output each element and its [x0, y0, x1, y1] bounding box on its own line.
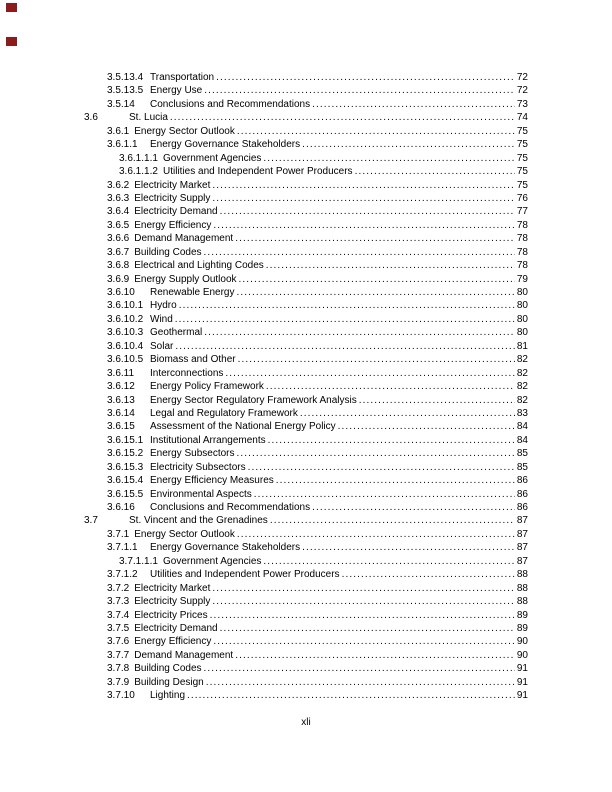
toc-entry-page: 88	[516, 582, 528, 594]
toc-entry-number: 3.6.15.5	[107, 488, 144, 500]
toc-entry-number: 3.7.4	[107, 609, 130, 621]
dot-leader	[302, 138, 515, 151]
toc-entry-page: 89	[516, 622, 528, 634]
toc-entry-number: 3.7.8	[107, 663, 130, 675]
page-number-footer: xli	[301, 717, 311, 728]
toc-entry[interactable]	[84, 541, 528, 554]
toc-entry-page: 82	[516, 354, 528, 366]
toc-entry-page: 89	[516, 609, 528, 621]
toc-entry-title: Government Agencies	[163, 555, 262, 567]
toc-entry-title: Wind	[150, 313, 173, 325]
toc-entry-title: Biomass and Other	[150, 354, 236, 366]
toc-entry[interactable]	[84, 152, 528, 165]
toc-entry-page: 91	[516, 663, 528, 675]
toc-entry-page: 82	[516, 381, 528, 393]
toc-entry-title: Building Codes	[134, 663, 202, 675]
dot-leader	[216, 71, 515, 84]
toc-entry-title: Energy Governance Stakeholders	[150, 542, 301, 554]
toc-entry-page: 79	[516, 273, 528, 285]
toc-entry[interactable]	[84, 474, 528, 487]
toc-entry-title: Energy Sector Regulatory Framework Analysis	[150, 394, 357, 406]
toc-entry-number: 3.7	[84, 515, 98, 527]
dot-leader	[170, 111, 515, 124]
dot-leader	[179, 299, 515, 312]
toc-entry[interactable]	[84, 689, 528, 702]
toc-entry-title: Demand Management	[134, 233, 234, 245]
dot-leader	[204, 326, 515, 339]
toc-entry-number: 3.6.10.3	[107, 327, 144, 339]
toc-entry[interactable]	[84, 609, 528, 622]
toc-entry-number: 3.6.1	[107, 125, 130, 137]
toc-entry-title: Institutional Arrangements	[150, 434, 266, 446]
toc-entry-page: 72	[516, 72, 528, 83]
toc-entry-title: Electricity Supply	[134, 596, 211, 608]
toc-entry-title: Electricity Subsectors	[150, 461, 246, 473]
toc-entry-title: Energy Efficiency	[134, 636, 212, 648]
toc-entry-title: Energy Sector Outlook	[134, 125, 235, 137]
toc-entry[interactable]	[84, 635, 528, 648]
toc-entry-title: Interconnections	[150, 367, 224, 379]
toc-entry-title: Energy Use	[150, 85, 203, 97]
toc-entry-page: 75	[516, 179, 528, 191]
toc-entry-page: 76	[516, 192, 528, 204]
toc-entry-page: 90	[516, 636, 528, 648]
toc-entry[interactable]	[84, 179, 528, 192]
toc-entry-page: 78	[516, 246, 528, 258]
toc-entry-number: 3.6.7	[107, 246, 130, 258]
dot-leader	[175, 340, 515, 353]
toc-entry-title: St. Vincent and the Grenadines	[129, 515, 268, 527]
toc-entry[interactable]	[84, 420, 528, 433]
dot-leader	[204, 662, 515, 675]
dot-leader	[268, 434, 515, 447]
dot-leader	[212, 179, 515, 192]
toc-entry-page: 81	[516, 340, 528, 352]
toc-entry-number: 3.6.9	[107, 273, 130, 285]
dot-leader	[276, 474, 515, 487]
toc-entry-number: 3.6.15.4	[107, 475, 144, 487]
toc-entry-title: Building Codes	[134, 246, 202, 258]
toc-entry[interactable]	[84, 286, 528, 299]
toc-entry-number: 3.7.9	[107, 676, 130, 688]
toc-entry-page: 75	[516, 166, 528, 178]
dot-leader	[210, 609, 515, 622]
dot-leader	[238, 353, 515, 366]
dot-leader	[355, 165, 515, 178]
toc-entry-page: 86	[516, 502, 528, 513]
toc-entry-title: Environmental Aspects	[150, 488, 252, 500]
toc-entry-title: Energy Subsectors	[150, 448, 235, 460]
toc-entry[interactable]	[84, 299, 528, 312]
toc-entry[interactable]	[84, 622, 528, 635]
toc-entry[interactable]	[84, 138, 528, 151]
toc-entry-title: Building Design	[134, 676, 204, 688]
toc-entry[interactable]	[84, 273, 528, 286]
toc-entry-number: 3.6.10.5	[107, 354, 144, 366]
dot-leader	[204, 84, 515, 97]
toc-entry-title: Geothermal	[150, 327, 203, 339]
dot-leader	[359, 394, 515, 407]
toc-entry-number: 3.7.1.1	[107, 542, 138, 554]
dot-leader	[270, 514, 515, 527]
toc-entry-page: 87	[516, 542, 528, 554]
toc-entry-page: 85	[516, 461, 528, 473]
toc-entry-page: 85	[516, 448, 528, 460]
toc-entry-page: 87	[516, 555, 528, 567]
toc-entry-number: 3.7.10	[107, 690, 135, 702]
toc-entry-number: 3.6.15.1	[107, 434, 144, 446]
toc-entry-number: 3.6.10.2	[107, 313, 144, 325]
toc-entry-number: 3.7.6	[107, 636, 130, 648]
dot-leader	[237, 447, 515, 460]
toc-entry-number: 3.6.6	[107, 233, 130, 245]
toc-entry-number: 3.7.3	[107, 596, 130, 608]
toc-entry-title: Government Agencies	[163, 152, 262, 164]
toc-entry-number: 3.5.13.5	[107, 85, 144, 97]
dot-leader	[206, 676, 515, 689]
dot-leader	[225, 367, 514, 380]
toc-entry-number: 3.6.5	[107, 219, 130, 231]
dot-leader	[220, 622, 515, 635]
toc-entry-number: 3.6.10.1	[107, 300, 144, 312]
toc-entry[interactable]	[84, 326, 528, 339]
toc-entry-title: Electricity Market	[134, 582, 211, 594]
dot-leader	[213, 635, 515, 648]
dot-leader	[312, 98, 515, 111]
toc-entry[interactable]	[84, 555, 528, 568]
toc-entry[interactable]	[84, 246, 528, 259]
toc-entry[interactable]	[84, 205, 528, 218]
toc-entry[interactable]	[84, 434, 528, 447]
dot-leader	[175, 313, 515, 326]
toc-entry-number: 3.6.1.1	[107, 139, 138, 151]
toc-entry[interactable]	[84, 568, 528, 581]
dot-leader	[220, 205, 515, 218]
toc-entry-page: 78	[516, 233, 528, 245]
toc-entry-title: Assessment of the National Energy Policy	[150, 421, 336, 433]
toc-entry-title: Lighting	[150, 690, 186, 702]
toc-entry-title: Electricity Demand	[134, 622, 218, 634]
dot-leader	[338, 420, 515, 433]
toc-entry-number: 3.7.2	[107, 582, 130, 594]
toc-entry-title: Energy Efficiency Measures	[150, 475, 274, 487]
dot-leader	[254, 488, 515, 501]
dot-leader	[237, 528, 515, 541]
dot-leader	[237, 286, 515, 299]
toc-entry-number: 3.6.12	[107, 381, 135, 393]
toc-entry[interactable]	[84, 192, 528, 205]
toc-entry-title: Utilities and Independent Power Producers	[163, 166, 353, 178]
toc-entry[interactable]	[84, 71, 528, 84]
dot-leader	[263, 152, 514, 165]
toc-entry-number: 3.6	[84, 112, 98, 124]
toc-entry-number: 3.6.3	[107, 192, 130, 204]
toc-entry-page: 80	[516, 300, 528, 312]
toc-entry-number: 3.5.13.4	[107, 72, 144, 83]
toc-entry-title: Energy Supply Outlook	[134, 273, 237, 285]
toc-entry-number: 3.6.1.1.2	[119, 166, 158, 178]
toc-entry-page: 91	[516, 676, 528, 688]
toc-entry-title: Transportation	[150, 72, 215, 83]
toc-entry-page: 86	[516, 475, 528, 487]
toc-entry-page: 74	[516, 112, 528, 124]
toc-entry[interactable]	[84, 125, 528, 138]
toc-entry-title: St. Lucia	[129, 112, 168, 124]
dot-leader	[239, 273, 515, 286]
dot-leader	[342, 568, 515, 581]
toc-entry[interactable]	[84, 380, 528, 393]
toc-entry-page: 77	[516, 206, 528, 218]
toc-entry-page: 72	[516, 85, 528, 97]
toc-entry[interactable]	[84, 84, 528, 97]
toc-entry-number: 3.7.5	[107, 622, 130, 634]
toc-entry[interactable]	[84, 488, 528, 501]
dot-leader	[312, 501, 515, 514]
toc-entry-page: 82	[516, 394, 528, 406]
toc-entry-number: 3.7.1.1.1	[119, 555, 158, 567]
toc-entry[interactable]	[84, 582, 528, 595]
toc-list	[84, 71, 528, 703]
toc-entry[interactable]	[84, 528, 528, 541]
toc-entry-title: Electrical and Lighting Codes	[134, 260, 264, 272]
dot-leader	[235, 232, 515, 245]
toc-entry-page: 91	[516, 690, 528, 702]
toc-entry-page: 78	[516, 219, 528, 231]
toc-entry-title: Energy Governance Stakeholders	[150, 139, 301, 151]
toc-entry-title: Conclusions and Recommendations	[150, 98, 311, 110]
toc-entry-title: Demand Management	[134, 649, 234, 661]
dot-leader	[204, 246, 515, 259]
toc-entry-page: 86	[516, 488, 528, 500]
toc-entry[interactable]	[84, 514, 528, 527]
dot-leader	[212, 595, 514, 608]
toc-entry-title: Electricity Market	[134, 179, 211, 191]
toc-entry-page: 80	[516, 313, 528, 325]
dot-leader	[187, 689, 515, 702]
toc-entry-page: 90	[516, 649, 528, 661]
dot-leader	[302, 541, 515, 554]
toc-entry[interactable]	[84, 340, 528, 353]
toc-entry-number: 3.7.1.2	[107, 569, 138, 581]
dot-leader	[266, 380, 515, 393]
toc-entry-title: Utilities and Independent Power Producers	[150, 569, 340, 581]
toc-entry-title: Electricity Demand	[134, 206, 218, 218]
toc-entry-page: 87	[516, 528, 528, 540]
toc-entry-page: 75	[516, 152, 528, 164]
toc-entry-page: 80	[516, 287, 528, 298]
toc-entry-number: 3.6.10	[107, 287, 135, 298]
toc-entry-page: 87	[516, 515, 528, 527]
toc-entry[interactable]	[84, 219, 528, 232]
toc-entry-page: 83	[516, 407, 528, 419]
toc-entry[interactable]	[84, 501, 528, 514]
toc-entry-title: Solar	[150, 340, 174, 352]
toc-entry-page: 73	[516, 98, 528, 110]
dot-leader	[212, 582, 515, 595]
dot-leader	[235, 649, 515, 662]
dot-leader	[213, 219, 515, 232]
toc-entry-number: 3.6.8	[107, 260, 130, 272]
toc-entry[interactable]	[84, 394, 528, 407]
dot-leader	[212, 192, 514, 205]
red-annotation-marker-2	[6, 37, 17, 46]
dot-leader	[248, 461, 515, 474]
toc-entry[interactable]	[84, 232, 528, 245]
toc-entry-title: Conclusions and Recommendations	[150, 502, 311, 513]
toc-entry[interactable]	[84, 367, 528, 380]
dot-leader	[266, 259, 515, 272]
toc-entry-title: Energy Policy Framework	[150, 381, 264, 393]
toc-entry-number: 3.7.1	[107, 528, 130, 540]
toc-entry-title: Energy Efficiency	[134, 219, 212, 231]
dot-leader	[300, 407, 515, 420]
toc-entry-page: 88	[516, 596, 528, 608]
toc-entry[interactable]	[84, 165, 528, 178]
toc-entry[interactable]	[84, 662, 528, 675]
toc-entry[interactable]	[84, 595, 528, 608]
toc-entry-title: Energy Sector Outlook	[134, 528, 235, 540]
toc-entry-number: 3.6.16	[107, 502, 135, 513]
toc-entry-page: 84	[516, 421, 528, 433]
toc-entry-title: Renewable Energy	[150, 287, 235, 298]
toc-entry-title: Electricity Prices	[134, 609, 208, 621]
toc-entry[interactable]	[84, 313, 528, 326]
toc-entry-number: 3.6.10.4	[107, 340, 144, 352]
toc-entry-number: 3.6.2	[107, 179, 130, 191]
toc-entry-number: 3.6.1.1.1	[119, 152, 158, 164]
toc-entry-page: 75	[516, 139, 528, 151]
red-annotation-marker-1	[6, 3, 17, 12]
toc-entry[interactable]	[84, 447, 528, 460]
toc-entry-page: 75	[516, 125, 528, 137]
toc-entry-number: 3.6.15.3	[107, 461, 144, 473]
toc-entry-title: Legal and Regulatory Framework	[150, 407, 298, 419]
toc-entry-page: 84	[516, 434, 528, 446]
toc-entry[interactable]	[84, 98, 528, 111]
toc-entry[interactable]	[84, 353, 528, 366]
dot-leader	[237, 125, 515, 138]
toc-entry-number: 3.5.14	[107, 98, 135, 110]
toc-entry[interactable]	[84, 676, 528, 689]
toc-entry-page: 88	[516, 569, 528, 581]
toc-entry-page: 78	[516, 260, 528, 272]
dot-leader	[263, 555, 514, 568]
toc-entry-title: Electricity Supply	[134, 192, 211, 204]
toc-entry-number: 3.6.14	[107, 407, 135, 419]
toc-entry[interactable]	[84, 111, 528, 124]
toc-entry-number: 3.7.7	[107, 649, 130, 661]
toc-entry-page: 80	[516, 327, 528, 339]
toc-entry-title: Hydro	[150, 300, 177, 312]
toc-entry-number: 3.6.15.2	[107, 448, 144, 460]
toc-entry-page: 82	[516, 367, 528, 379]
toc-entry[interactable]	[84, 649, 528, 662]
toc-entry[interactable]	[84, 259, 528, 272]
toc-entry[interactable]	[84, 461, 528, 474]
toc-entry-number: 3.6.15	[107, 421, 135, 433]
toc-entry-number: 3.6.4	[107, 206, 130, 218]
toc-entry-number: 3.6.11	[107, 367, 135, 379]
toc-entry[interactable]	[84, 407, 528, 420]
toc-entry-number: 3.6.13	[107, 394, 135, 406]
